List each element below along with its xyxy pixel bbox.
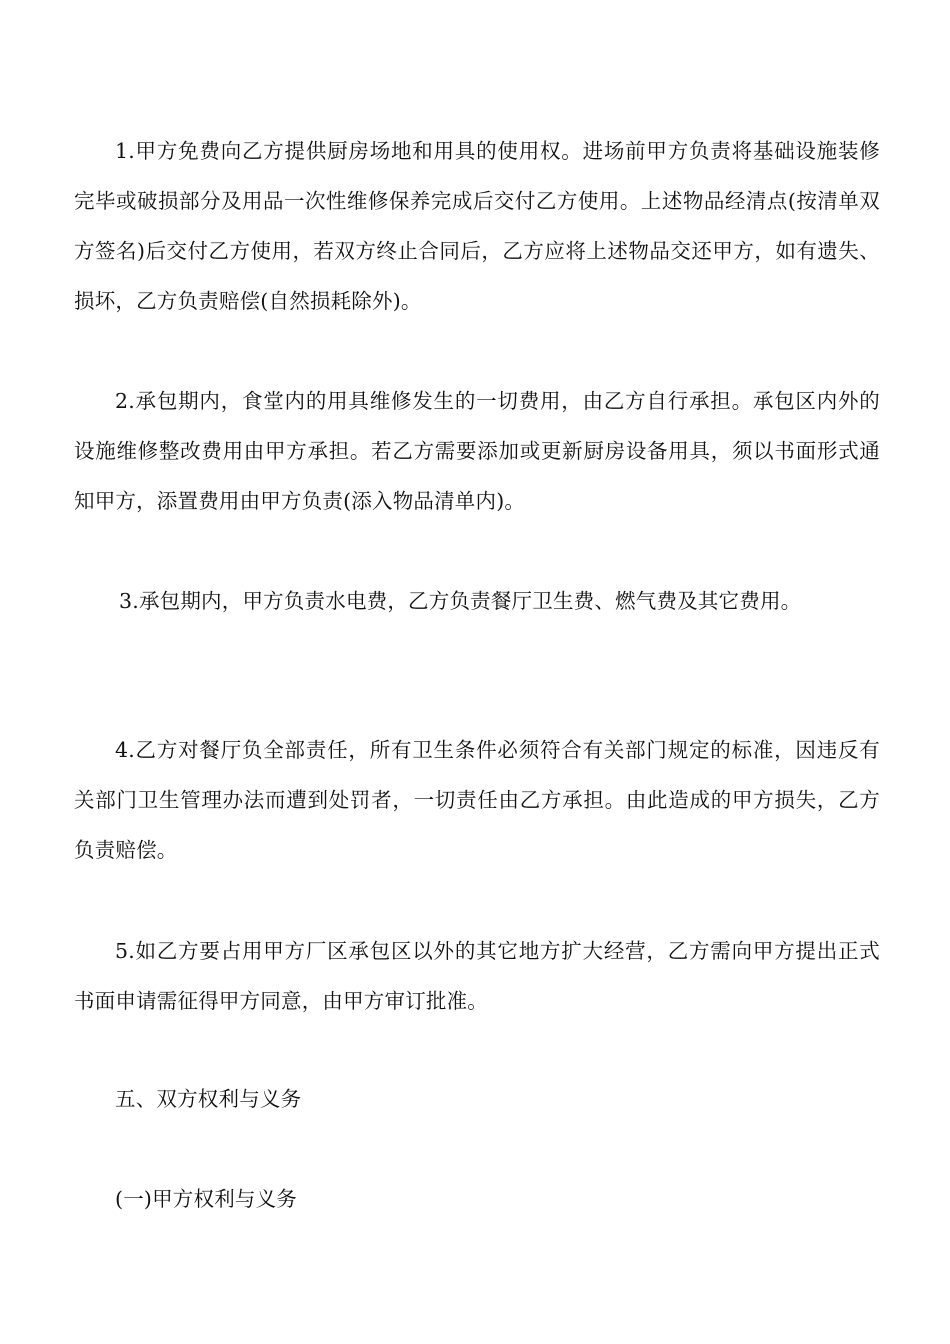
- subsection-heading: (一)甲方权利与义务: [115, 1187, 297, 1211]
- section-heading: 五、双方权利与义务: [115, 1087, 302, 1111]
- clause-1-paragraph: 1.甲方免费向乙方提供厨房场地和用具的使用权。进场前甲方负责将基础设施装修完毕或破损部分及用品一次性维修保养完成后交付乙方使用。上述物品经清点(按清单双方签名)后交付乙方使用，若双方终止合同后，乙方应将上述物品交还甲方，如有遗失、损坏，乙方负责赔偿(自然损耗除外)。: [74, 139, 880, 313]
- clause-4-paragraph: 4.乙方对餐厅负全部责任，所有卫生条件必须符合有关部门规定的标准，因违反有关部门卫生管理办法而遭到处罚者，一切责任由乙方承担。由此造成的甲方损失，乙方负责赔偿。: [74, 738, 880, 862]
- clause-5-paragraph: 5.如乙方要占用甲方厂区承包区以外的其它地方扩大经营，乙方需向甲方提出正式书面申请需征得甲方同意，由甲方审订批准。: [74, 939, 880, 1013]
- clause-3-paragraph: 3.承包期内，甲方负责水电费，乙方负责餐厅卫生费、燃气费及其它费用。: [119, 589, 802, 613]
- clause-2-paragraph: 2.承包期内，食堂内的用具维修发生的一切费用，由乙方自行承担。承包区内外的设施维修整改费用由甲方承担。若乙方需要添加或更新厨房设备用具，须以书面形式通知甲方，添置费用由甲方负责(添入物品清单内)。: [74, 389, 880, 513]
